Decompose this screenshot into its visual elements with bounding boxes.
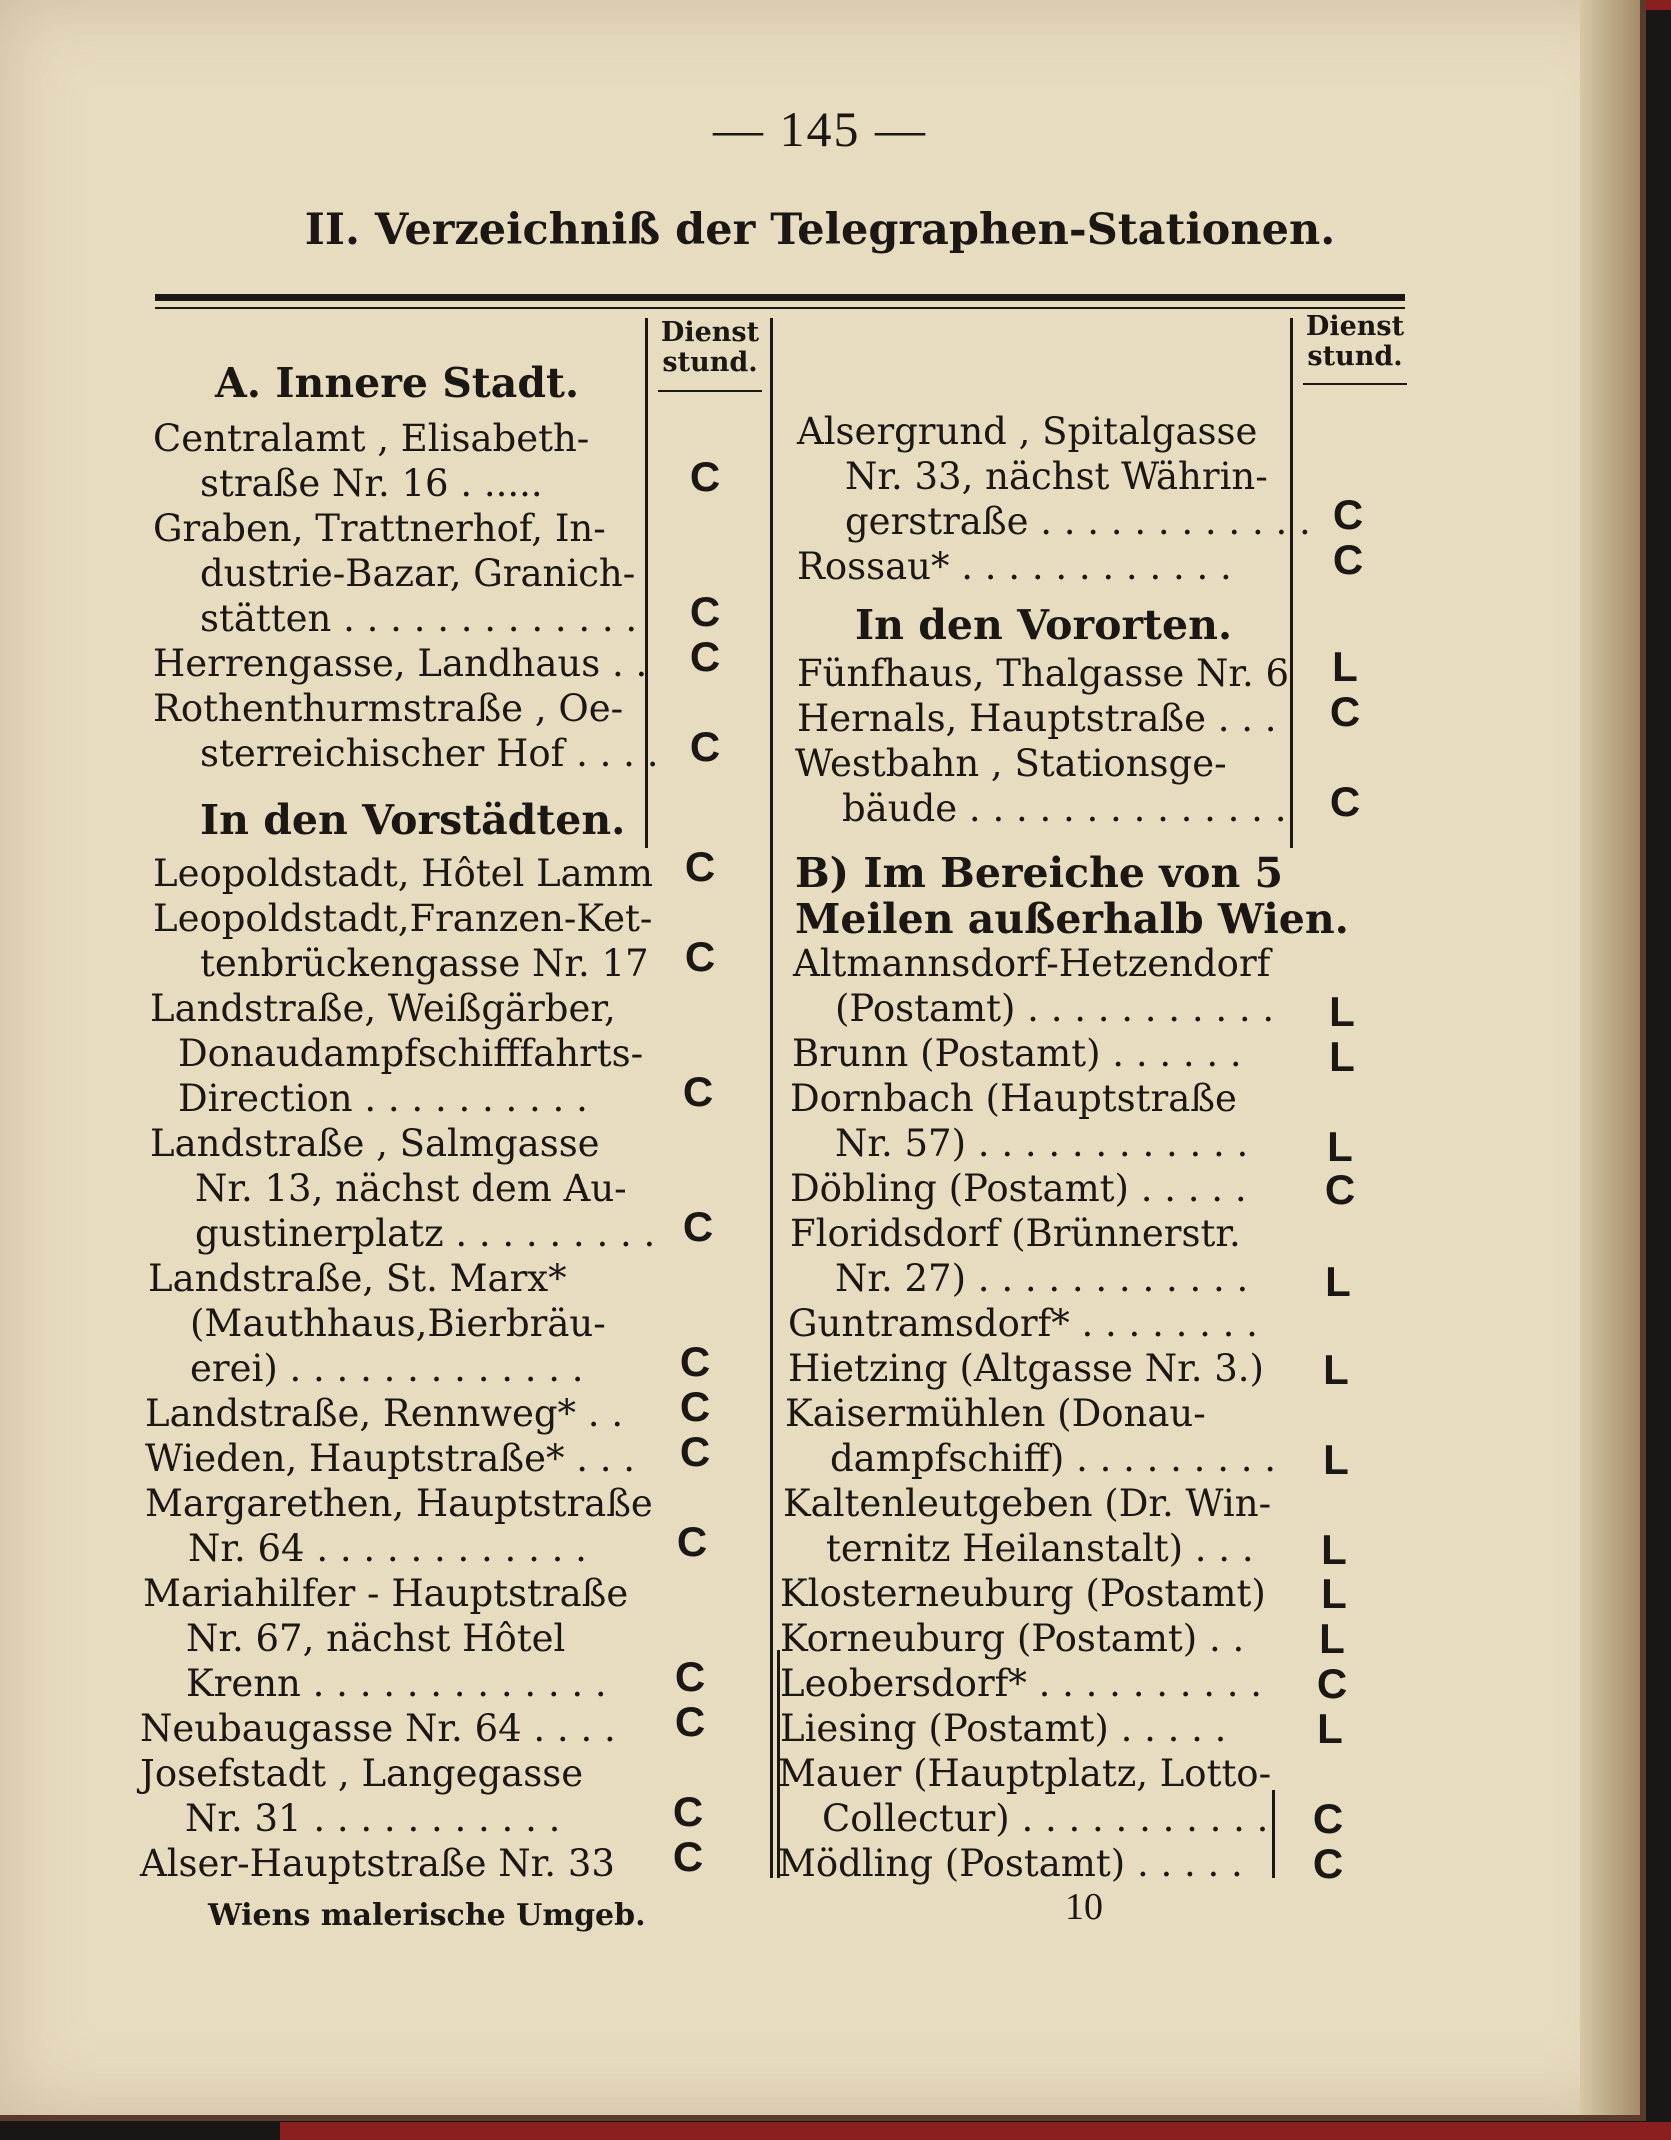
entry-line: Leopoldstadt, Hôtel Lamm — [153, 852, 653, 895]
service-code: C — [684, 933, 716, 980]
entry-line: Landstraße, St. Marx* — [148, 1257, 567, 1300]
service-code: L — [1319, 1615, 1345, 1662]
service-code: L — [1327, 1123, 1353, 1170]
entry-line: Alsergrund , Spitalgasse — [797, 410, 1258, 453]
entry-line: (Mauthhaus,Bierbräu- — [190, 1302, 606, 1345]
entry-line: Dornbach (Hauptstraße — [790, 1077, 1237, 1120]
column-header-left-line2: stund. — [662, 347, 758, 378]
service-code: C — [682, 1068, 714, 1115]
service-code: L — [1323, 1436, 1349, 1483]
entry-line: Margarethen, Hauptstraße — [145, 1482, 653, 1525]
entry-line: Floridsdorf (Brünnerstr. — [790, 1212, 1241, 1255]
service-code: C — [1312, 1840, 1344, 1887]
service-code: L — [1317, 1705, 1343, 1752]
right-divider-upper — [1290, 318, 1293, 848]
entry-line: Klosterneuburg (Postamt) — [780, 1572, 1266, 1615]
service-code: C — [1332, 491, 1364, 538]
service-code: C — [689, 633, 721, 680]
entry-line: Kaisermühlen (Donau- — [785, 1392, 1206, 1435]
entry-line: Graben, Trattnerhof, In- — [153, 507, 606, 550]
entry-line: Kaltenleutgeben (Dr. Win- — [783, 1482, 1272, 1525]
column-header-left-rule — [658, 390, 762, 392]
service-code: C — [676, 1518, 708, 1565]
service-code: L — [1323, 1346, 1349, 1393]
entry-line: Nr. 67, nächst Hôtel — [186, 1617, 566, 1660]
entry-line: Mariahilfer - Hauptstraße — [143, 1572, 629, 1615]
entry-line: gerstraße . . . . . . . . . . . . — [845, 500, 1311, 543]
footer-signature-text: Wiens malerische Umgeb. — [208, 1898, 646, 1933]
service-code: C — [1312, 1795, 1344, 1842]
entry-line: straße Nr. 16 . ..... — [200, 462, 543, 505]
entry-line: (Postamt) . . . . . . . . . . . — [835, 987, 1275, 1030]
service-code: C — [1316, 1660, 1348, 1707]
entry-line: Landstraße, Weißgärber, — [150, 987, 616, 1030]
entry-line: Hietzing (Altgasse Nr. 3.) — [788, 1347, 1264, 1390]
service-code: L — [1325, 1258, 1351, 1305]
entry-line: Landstraße , Salmgasse — [150, 1122, 600, 1165]
entry-line: tenbrückengasse Nr. 17 — [200, 942, 649, 985]
entry-line: Fünfhaus, Thalgasse Nr. 6 — [797, 652, 1290, 695]
entry-line: Nr. 33, nächst Währin- — [845, 455, 1268, 498]
service-code: C — [672, 1833, 704, 1880]
service-code: L — [1321, 1570, 1347, 1617]
section-bereich-line1: B) Im Bereiche von 5 — [795, 849, 1284, 897]
section-innere-stadt: A. Innere Stadt. — [215, 359, 580, 407]
entry-line: stätten . . . . . . . . . . . . . — [200, 597, 638, 640]
service-code: C — [672, 1788, 704, 1835]
column-header-left-line1: Dienst — [660, 317, 760, 348]
column-header-right-rule — [1303, 383, 1407, 385]
entry-line: Westbahn , Stationsge- — [795, 742, 1227, 785]
heading-rule-thick — [155, 294, 1405, 301]
entry-line: erei) . . . . . . . . . . . . . — [190, 1347, 584, 1390]
service-code: L — [1332, 643, 1358, 690]
entry-line: Rossau* . . . . . . . . . . . . — [797, 545, 1232, 588]
entry-line: gustinerplatz . . . . . . . . . — [195, 1212, 656, 1255]
entry-line: Rothenthurmstraße , Oe- — [153, 687, 624, 730]
column-header-right — [1300, 312, 1410, 372]
entry-line: Nr. 27) . . . . . . . . . . . . — [835, 1257, 1249, 1300]
entry-line: Hernals, Hauptstraße . . . — [797, 697, 1277, 740]
entry-line: ternitz Heilanstalt) . . . — [826, 1527, 1254, 1570]
service-code: C — [689, 453, 721, 500]
entry-line: bäude . . . . . . . . . . . . . . — [842, 787, 1287, 830]
section-vorstaedte: In den Vorstädten. — [200, 796, 626, 844]
center-divider-left — [770, 318, 773, 1878]
entry-line: Leopoldstadt,Franzen-Ket- — [153, 897, 653, 940]
service-code: C — [689, 588, 721, 635]
column-header-left — [655, 318, 765, 378]
entry-line: dampfschiff) . . . . . . . . . — [830, 1437, 1277, 1480]
entry-line: Mödling (Postamt) . . . . . — [778, 1842, 1243, 1885]
service-code: C — [674, 1653, 706, 1700]
column-header-right-line1: Dienst — [1305, 311, 1405, 342]
service-code: C — [1324, 1166, 1356, 1213]
entry-line: Centralamt , Elisabeth- — [153, 417, 590, 460]
entry-line: Liesing (Postamt) . . . . . — [780, 1707, 1227, 1750]
service-code: C — [1329, 778, 1361, 825]
column-header-right-line2: stund. — [1307, 341, 1403, 372]
service-code: C — [682, 1203, 714, 1250]
entry-line: Neubaugasse Nr. 64 . . . . — [140, 1707, 616, 1750]
service-code: C — [679, 1383, 711, 1430]
entry-line: Landstraße, Rennweg* . . — [145, 1392, 624, 1435]
entry-line: Nr. 31 . . . . . . . . . . . — [185, 1797, 561, 1840]
page-number: — 145 — — [713, 101, 927, 157]
entry-line: Korneuburg (Postamt) . . — [780, 1617, 1245, 1660]
entry-line: Krenn . . . . . . . . . . . . . — [186, 1662, 607, 1705]
service-code: L — [1329, 988, 1355, 1035]
entry-line: Leobersdorf* . . . . . . . . . . — [780, 1662, 1263, 1705]
service-code: C — [1329, 688, 1361, 735]
entry-line: sterreichischer Hof . . . . — [200, 732, 659, 775]
service-code: C — [1332, 536, 1364, 583]
binding-edge-bottom — [280, 2122, 1671, 2140]
entry-line: Herrengasse, Landhaus . . — [153, 642, 648, 685]
entry-line: Alser-Hauptstraße Nr. 33 — [140, 1842, 615, 1885]
right-divider-lower — [1272, 1790, 1275, 1878]
entry-line: Wieden, Hauptstraße* . . . — [145, 1437, 636, 1480]
entry-line: Guntramsdorf* . . . . . . . . — [788, 1302, 1258, 1345]
service-code: C — [689, 723, 721, 770]
entry-line: dustrie-Bazar, Granich- — [200, 552, 636, 595]
service-code: C — [674, 1698, 706, 1745]
footer-sheet-number: 10 — [1065, 1886, 1103, 1928]
section-bereich-line2: Meilen außerhalb Wien. — [795, 895, 1349, 943]
entry-line: Nr. 57) . . . . . . . . . . . . — [835, 1122, 1249, 1165]
entry-line: Nr. 64 . . . . . . . . . . . . — [188, 1527, 587, 1570]
entry-line: Direction . . . . . . . . . . — [178, 1077, 588, 1120]
entry-line: Döbling (Postamt) . . . . . — [790, 1167, 1247, 1210]
entry-line: Brunn (Postamt) . . . . . . — [792, 1032, 1242, 1075]
entry-line: Nr. 13, nächst dem Au- — [195, 1167, 627, 1210]
entry-line: Josefstadt , Langegasse — [140, 1752, 584, 1795]
service-code: C — [684, 843, 716, 890]
entry-line: Altmannsdorf-Hetzendorf — [793, 942, 1271, 985]
service-code: C — [679, 1338, 711, 1385]
page-heading: II. Verzeichniß der Telegraphen-Stationen. — [304, 205, 1336, 255]
entry-line: Donaudampfschifffahrts- — [178, 1032, 644, 1075]
service-code: C — [679, 1428, 711, 1475]
section-vororten: In den Vororten. — [855, 601, 1233, 649]
entry-line: Collectur) . . . . . . . . . . . — [822, 1797, 1269, 1840]
service-code: L — [1329, 1033, 1355, 1080]
service-code: L — [1321, 1526, 1347, 1573]
entry-line: Mauer (Hauptplatz, Lotto- — [778, 1752, 1272, 1795]
page-gutter — [1580, 0, 1640, 2115]
heading-rule-thin — [155, 307, 1405, 309]
